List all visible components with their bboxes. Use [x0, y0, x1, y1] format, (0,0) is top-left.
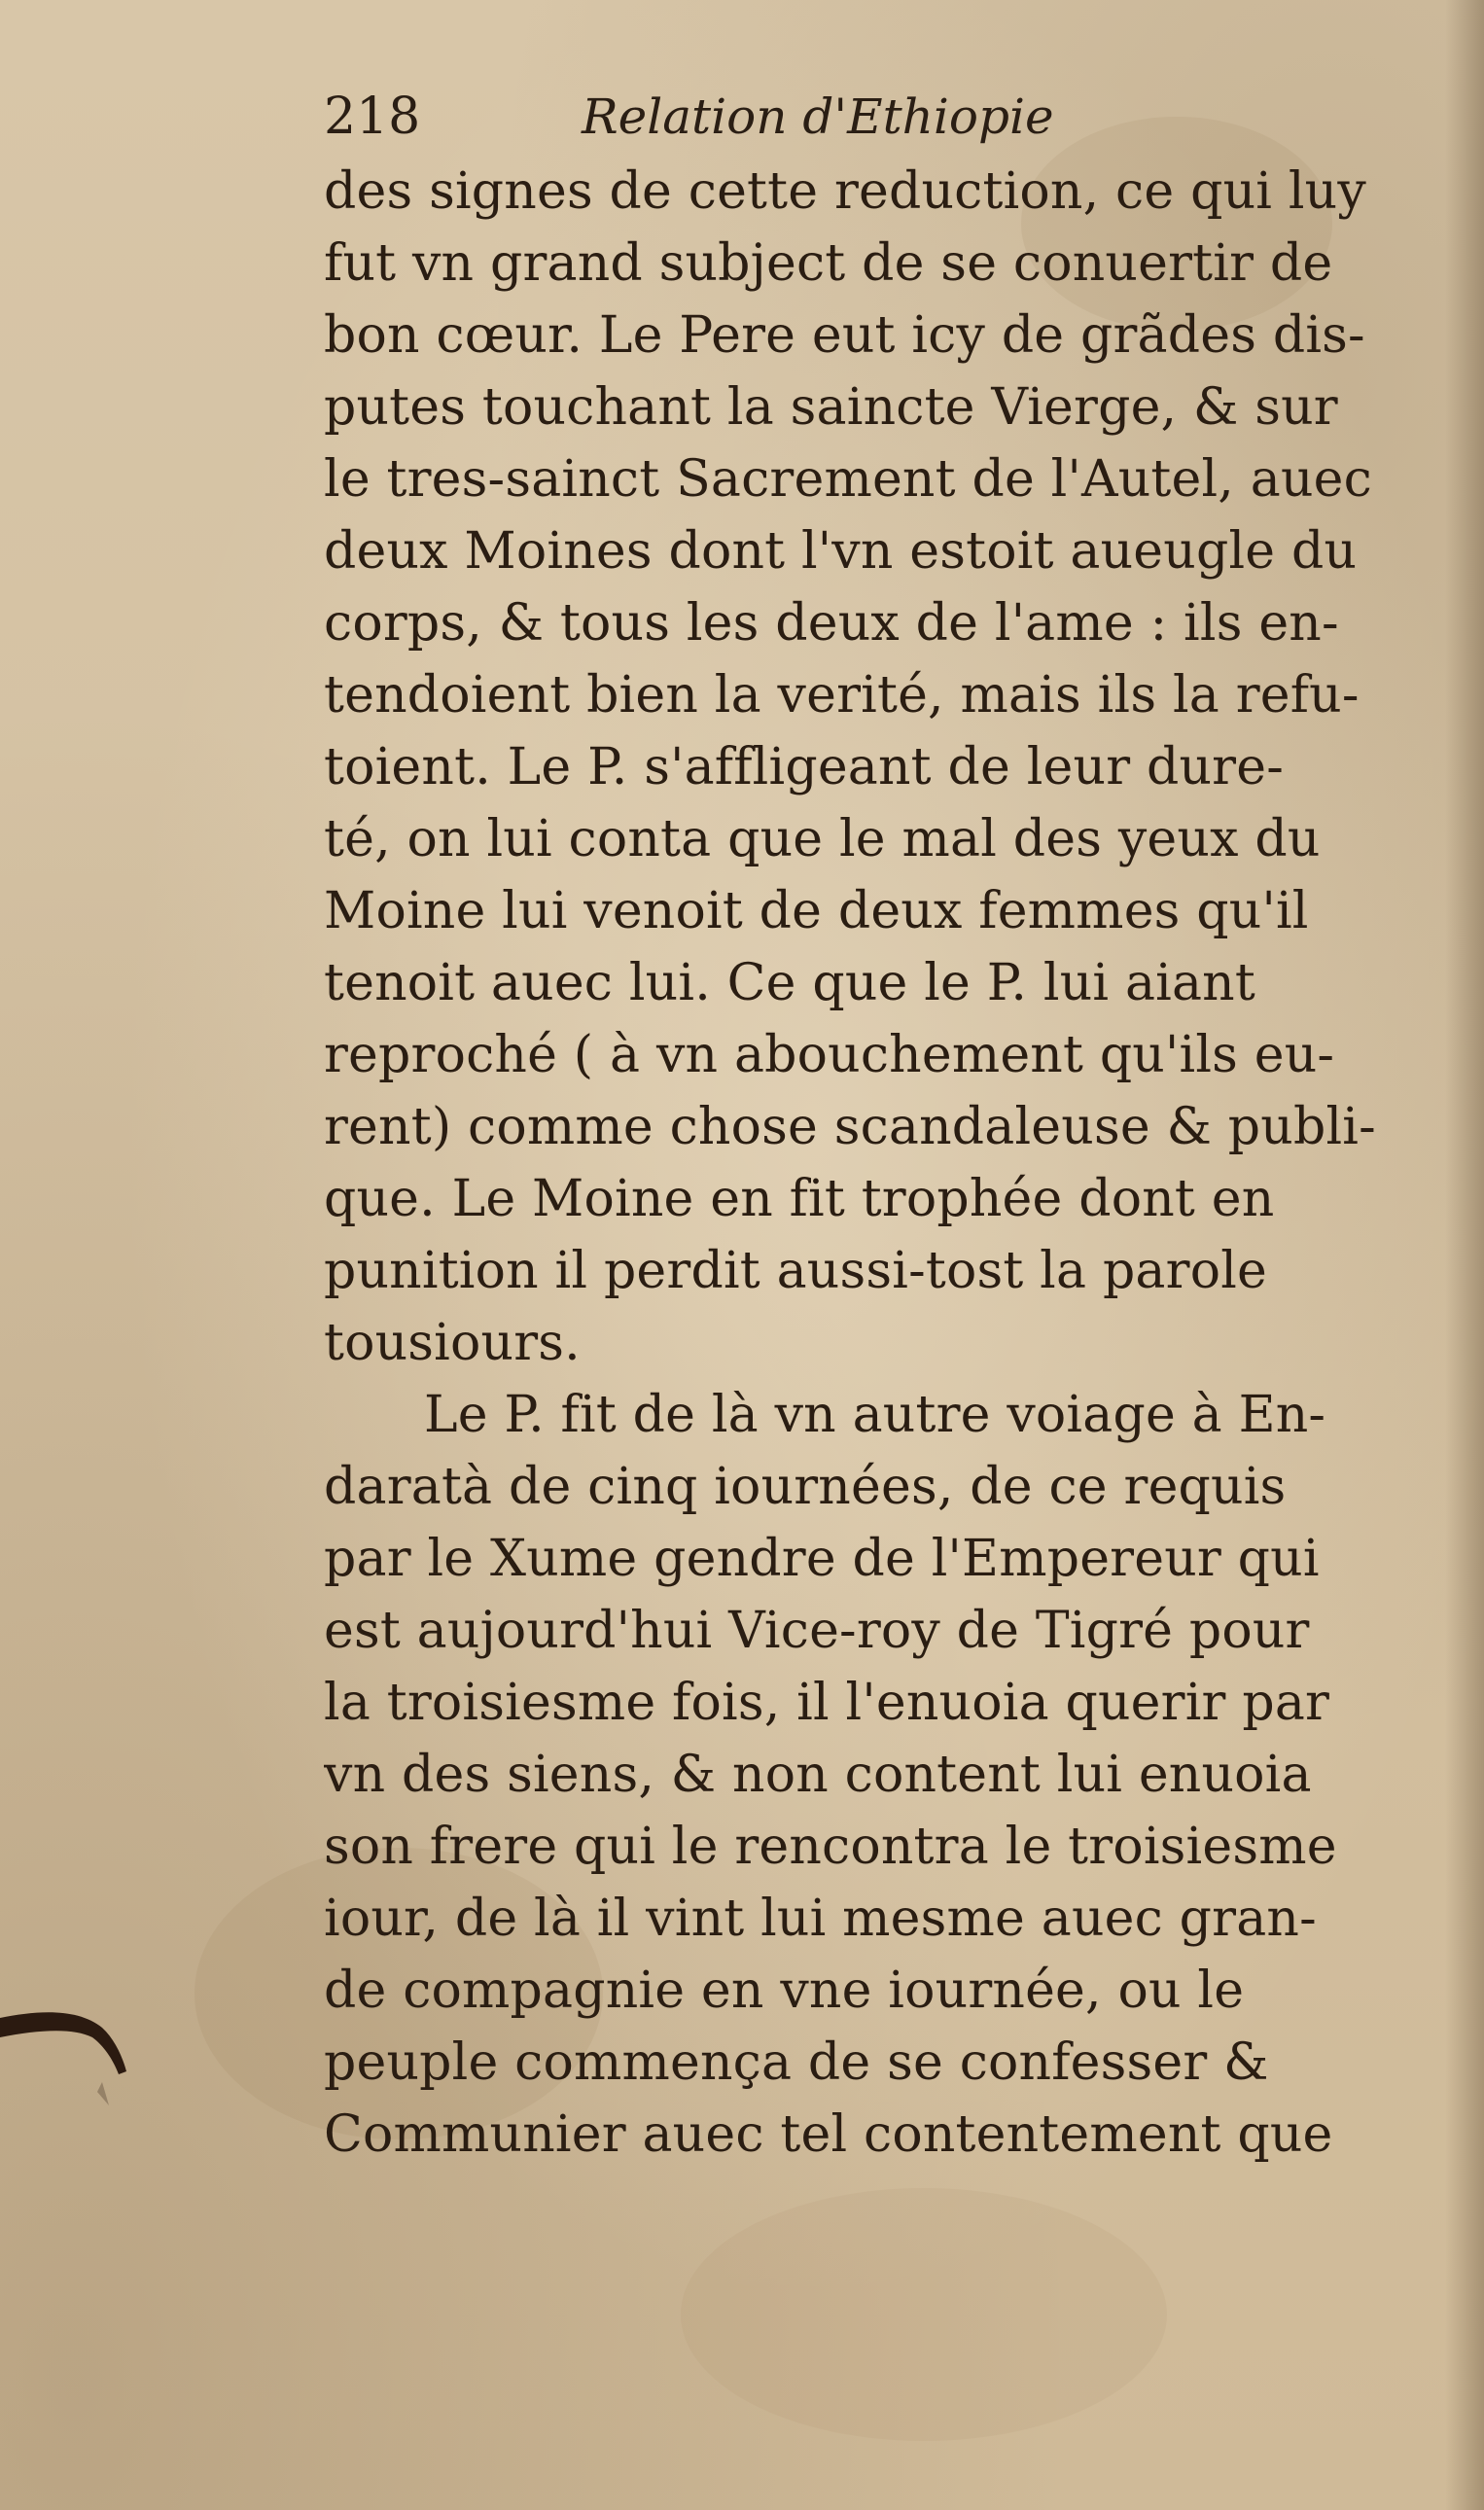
text-line: toient. Le P. s'affligeant de leur dure- — [324, 738, 1284, 796]
text-line: des signes de cette reduction, ce qui luy — [324, 162, 1366, 221]
text-line: reproché ( à vn abouchement qu'ils eu- — [324, 1026, 1335, 1084]
ink-mark — [0, 1998, 146, 2125]
text-line: bon cœur. Le Pere eut icy de grãdes dis- — [324, 306, 1365, 365]
text-line: le tres-sainct Sacrement de l'Autel, auec — [324, 450, 1372, 509]
text-line: corps, & tous les deux de l'ame : ils en- — [324, 594, 1339, 653]
text-line: Moine lui venoit de deux femmes qu'il — [324, 882, 1309, 940]
text-line: la troisiesme fois, il l'enuoia querir par — [324, 1674, 1330, 1732]
paragraph-first-line: Le P. fit de là vn autre voiage à En- — [424, 1386, 1326, 1444]
text-line: punition il perdit aussi-tost la parole — [324, 1242, 1268, 1300]
running-title: Relation d'Ethiopie — [582, 88, 1054, 145]
text-line: fut vn grand subject de se conuertir de — [324, 234, 1333, 293]
text-line: vn des siens, & non content lui enuoia — [324, 1746, 1312, 1804]
text-line: té, on lui conta que le mal des yeux du — [324, 810, 1321, 868]
text-line: tousiours. — [324, 1314, 581, 1372]
running-header — [324, 78, 1121, 156]
body-text — [324, 156, 1403, 2171]
text-line: son frere qui le rencontra le troisiesme — [324, 1818, 1337, 1876]
text-line: Communier auec tel contentement que — [324, 2105, 1333, 2164]
text-line: putes touchant la saincte Vierge, & sur — [324, 378, 1338, 437]
text-line: tenoit auec lui. Ce que le P. lui aiant — [324, 954, 1255, 1012]
text-line: de compagnie en vne iournée, ou le — [324, 1962, 1245, 2020]
page-number: 218 — [324, 88, 421, 146]
text-line: deux Moines dont l'vn estoit aueugle du — [324, 522, 1358, 581]
text-line: que. Le Moine en fit trophée dont en — [324, 1170, 1275, 1228]
paper-stain — [681, 2188, 1167, 2441]
text-line: par le Xume gendre de l'Empereur qui — [324, 1530, 1320, 1588]
text-line: iour, de là il vint lui mesme auec gran- — [324, 1890, 1317, 1948]
text-line: peuple commença de se confesser & — [324, 2033, 1269, 2092]
text-line: rent) comme chose scandaleuse & publi- — [324, 1098, 1376, 1156]
page-edge-shadow — [1445, 0, 1484, 2510]
text-line: daratà de cinq iournées, de ce requis — [324, 1458, 1287, 1516]
text-line: est aujourd'hui Vice-roy de Tigré pour — [324, 1602, 1310, 1660]
text-line: tendoient bien la verité, mais ils la refu- — [324, 666, 1360, 725]
